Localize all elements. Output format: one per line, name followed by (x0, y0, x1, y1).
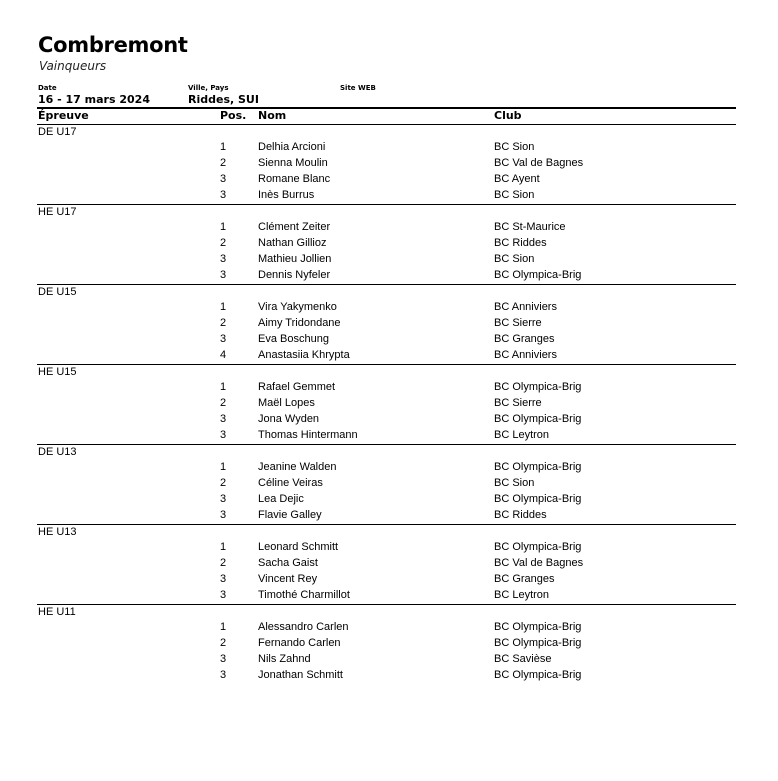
result-row (0, 156, 778, 172)
result-row (0, 252, 778, 268)
event-section (0, 525, 778, 605)
position-cell: 2 (220, 316, 227, 329)
result-row (0, 636, 778, 652)
event-section (0, 285, 778, 365)
player-name-cell: Mathieu Jollien (258, 252, 332, 265)
player-name-cell: Romane Blanc (258, 172, 331, 185)
event-name: DE U17 (38, 126, 77, 138)
club-cell: BC Ayent (494, 172, 540, 185)
player-name-cell: Eva Boschung (258, 332, 329, 345)
event-section (0, 125, 778, 205)
position-cell: 2 (220, 556, 227, 569)
position-cell: 4 (220, 348, 227, 361)
club-cell: BC Olympica-Brig (494, 412, 582, 425)
event-name: HE U11 (38, 606, 76, 618)
header-divider (37, 107, 736, 109)
location-value: Riddes, SUI (188, 93, 259, 106)
result-row (0, 588, 778, 604)
position-cell: 3 (220, 492, 227, 505)
column-header-event: Épreuve (38, 109, 89, 122)
page-title: Combremont (38, 33, 188, 57)
club-cell: BC Olympica-Brig (494, 621, 582, 633)
player-name-cell: Flavie Galley (258, 508, 322, 521)
player-name-cell: Timothé Charmillot (258, 588, 350, 601)
player-name-cell: Jona Wyden (258, 412, 320, 425)
club-cell: BC Val de Bagnes (494, 156, 584, 169)
player-name-cell: Aimy Tridondane (258, 316, 341, 329)
date-value: 16 - 17 mars 2024 (38, 93, 150, 106)
results-list (0, 460, 778, 524)
result-row (0, 556, 778, 572)
event-name: HE U17 (38, 206, 77, 218)
date-label: Date (38, 84, 57, 92)
position-cell: 3 (220, 332, 227, 345)
results-list (0, 540, 778, 604)
player-name-cell: Céline Veiras (258, 476, 323, 489)
result-row (0, 140, 778, 156)
player-name-cell: Inès Burrus (258, 188, 315, 201)
position-cell: 1 (220, 141, 227, 153)
column-header-name: Nom (258, 109, 287, 122)
result-row (0, 620, 778, 636)
player-name-cell: Sacha Gaist (258, 556, 318, 569)
player-name-cell: Vincent Rey (258, 572, 318, 585)
position-cell: 1 (220, 381, 227, 393)
club-cell: BC Val de Bagnes (494, 556, 584, 569)
result-row (0, 188, 778, 204)
event-section (0, 605, 778, 685)
club-cell: BC Leytron (494, 428, 550, 441)
club-cell: BC Anniviers (494, 348, 557, 361)
page-subtitle: Vainqueurs (39, 59, 107, 73)
position-cell: 2 (220, 156, 227, 169)
club-cell: BC Olympica-Brig (494, 381, 582, 393)
club-cell: BC Savièse (494, 652, 552, 665)
result-row (0, 476, 778, 492)
results-list (0, 300, 778, 364)
result-row (0, 412, 778, 428)
result-row (0, 268, 778, 284)
player-name-cell: Vira Yakymenko (258, 301, 337, 313)
position-cell: 3 (220, 508, 227, 521)
club-cell: BC Sion (494, 141, 535, 153)
club-cell: BC Sion (494, 252, 535, 265)
player-name-cell: Nathan Gillioz (258, 236, 327, 249)
player-name-cell: Rafael Gemmet (258, 381, 336, 393)
result-row (0, 508, 778, 524)
position-cell: 3 (220, 268, 227, 281)
club-cell: BC Sierre (494, 396, 542, 409)
position-cell: 3 (220, 172, 227, 185)
position-cell: 3 (220, 252, 227, 265)
club-cell: BC Leytron (494, 588, 550, 601)
player-name-cell: Fernando Carlen (258, 636, 341, 649)
player-name-cell: Delhia Arcioni (258, 141, 326, 153)
player-name-cell: Anastasiia Khrypta (258, 348, 350, 361)
player-name-cell: Nils Zahnd (258, 652, 311, 665)
position-cell: 3 (220, 412, 227, 425)
result-row (0, 396, 778, 412)
club-cell: BC Sion (494, 188, 535, 201)
club-cell: BC Riddes (494, 236, 547, 249)
event-name: DE U13 (38, 446, 77, 458)
event-name: DE U15 (38, 286, 77, 298)
result-row (0, 236, 778, 252)
player-name-cell: Jonathan Schmitt (258, 668, 343, 681)
position-cell: 3 (220, 652, 227, 665)
player-name-cell: Leonard Schmitt (258, 541, 339, 553)
club-cell: BC Olympica-Brig (494, 668, 582, 681)
result-row (0, 428, 778, 444)
result-row (0, 572, 778, 588)
position-cell: 1 (220, 221, 227, 233)
club-cell: BC St-Maurice (494, 221, 566, 233)
club-cell: BC Granges (494, 572, 555, 585)
position-cell: 1 (220, 541, 227, 553)
results-list (0, 140, 778, 204)
column-header-club: Club (494, 109, 522, 122)
player-name-cell: Thomas Hintermann (258, 428, 358, 441)
position-cell: 2 (220, 236, 227, 249)
club-cell: BC Olympica-Brig (494, 268, 582, 281)
event-section (0, 445, 778, 525)
event-name: HE U15 (38, 366, 77, 378)
player-name-cell: Alessandro Carlen (258, 621, 349, 633)
position-cell: 3 (220, 188, 227, 201)
result-row (0, 540, 778, 556)
column-header-pos: Pos. (220, 109, 247, 122)
club-cell: BC Sierre (494, 316, 542, 329)
position-cell: 1 (220, 621, 227, 633)
website-label: Site WEB (340, 84, 376, 92)
position-cell: 2 (220, 476, 227, 489)
result-row (0, 380, 778, 396)
position-cell: 1 (220, 461, 227, 473)
player-name-cell: Jeanine Walden (258, 461, 337, 473)
location-label: Ville, Pays (188, 84, 229, 92)
results-list (0, 220, 778, 284)
player-name-cell: Dennis Nyfeler (258, 268, 331, 281)
result-row (0, 348, 778, 364)
result-row (0, 652, 778, 668)
position-cell: 1 (220, 301, 227, 313)
result-row (0, 492, 778, 508)
result-row (0, 668, 778, 684)
club-cell: BC Riddes (494, 508, 547, 521)
club-cell: BC Granges (494, 332, 555, 345)
position-cell: 3 (220, 668, 227, 681)
club-cell: BC Sion (494, 476, 535, 489)
player-name-cell: Clément Zeiter (258, 221, 331, 233)
position-cell: 3 (220, 588, 227, 601)
club-cell: BC Anniviers (494, 301, 557, 313)
position-cell: 2 (220, 636, 227, 649)
club-cell: BC Olympica-Brig (494, 492, 582, 505)
position-cell: 3 (220, 572, 227, 585)
result-row (0, 460, 778, 476)
results-list (0, 620, 778, 684)
result-row (0, 300, 778, 316)
position-cell: 2 (220, 396, 227, 409)
result-row (0, 332, 778, 348)
result-row (0, 316, 778, 332)
event-section (0, 365, 778, 445)
events-list (0, 125, 778, 685)
result-row (0, 172, 778, 188)
event-section (0, 205, 778, 285)
position-cell: 3 (220, 428, 227, 441)
player-name-cell: Lea Dejic (258, 492, 304, 505)
event-name: HE U13 (38, 526, 77, 538)
club-cell: BC Olympica-Brig (494, 461, 582, 473)
player-name-cell: Maël Lopes (258, 396, 315, 409)
player-name-cell: Sienna Moulin (258, 156, 328, 169)
club-cell: BC Olympica-Brig (494, 541, 582, 553)
result-row (0, 220, 778, 236)
club-cell: BC Olympica-Brig (494, 636, 582, 649)
results-list (0, 380, 778, 444)
